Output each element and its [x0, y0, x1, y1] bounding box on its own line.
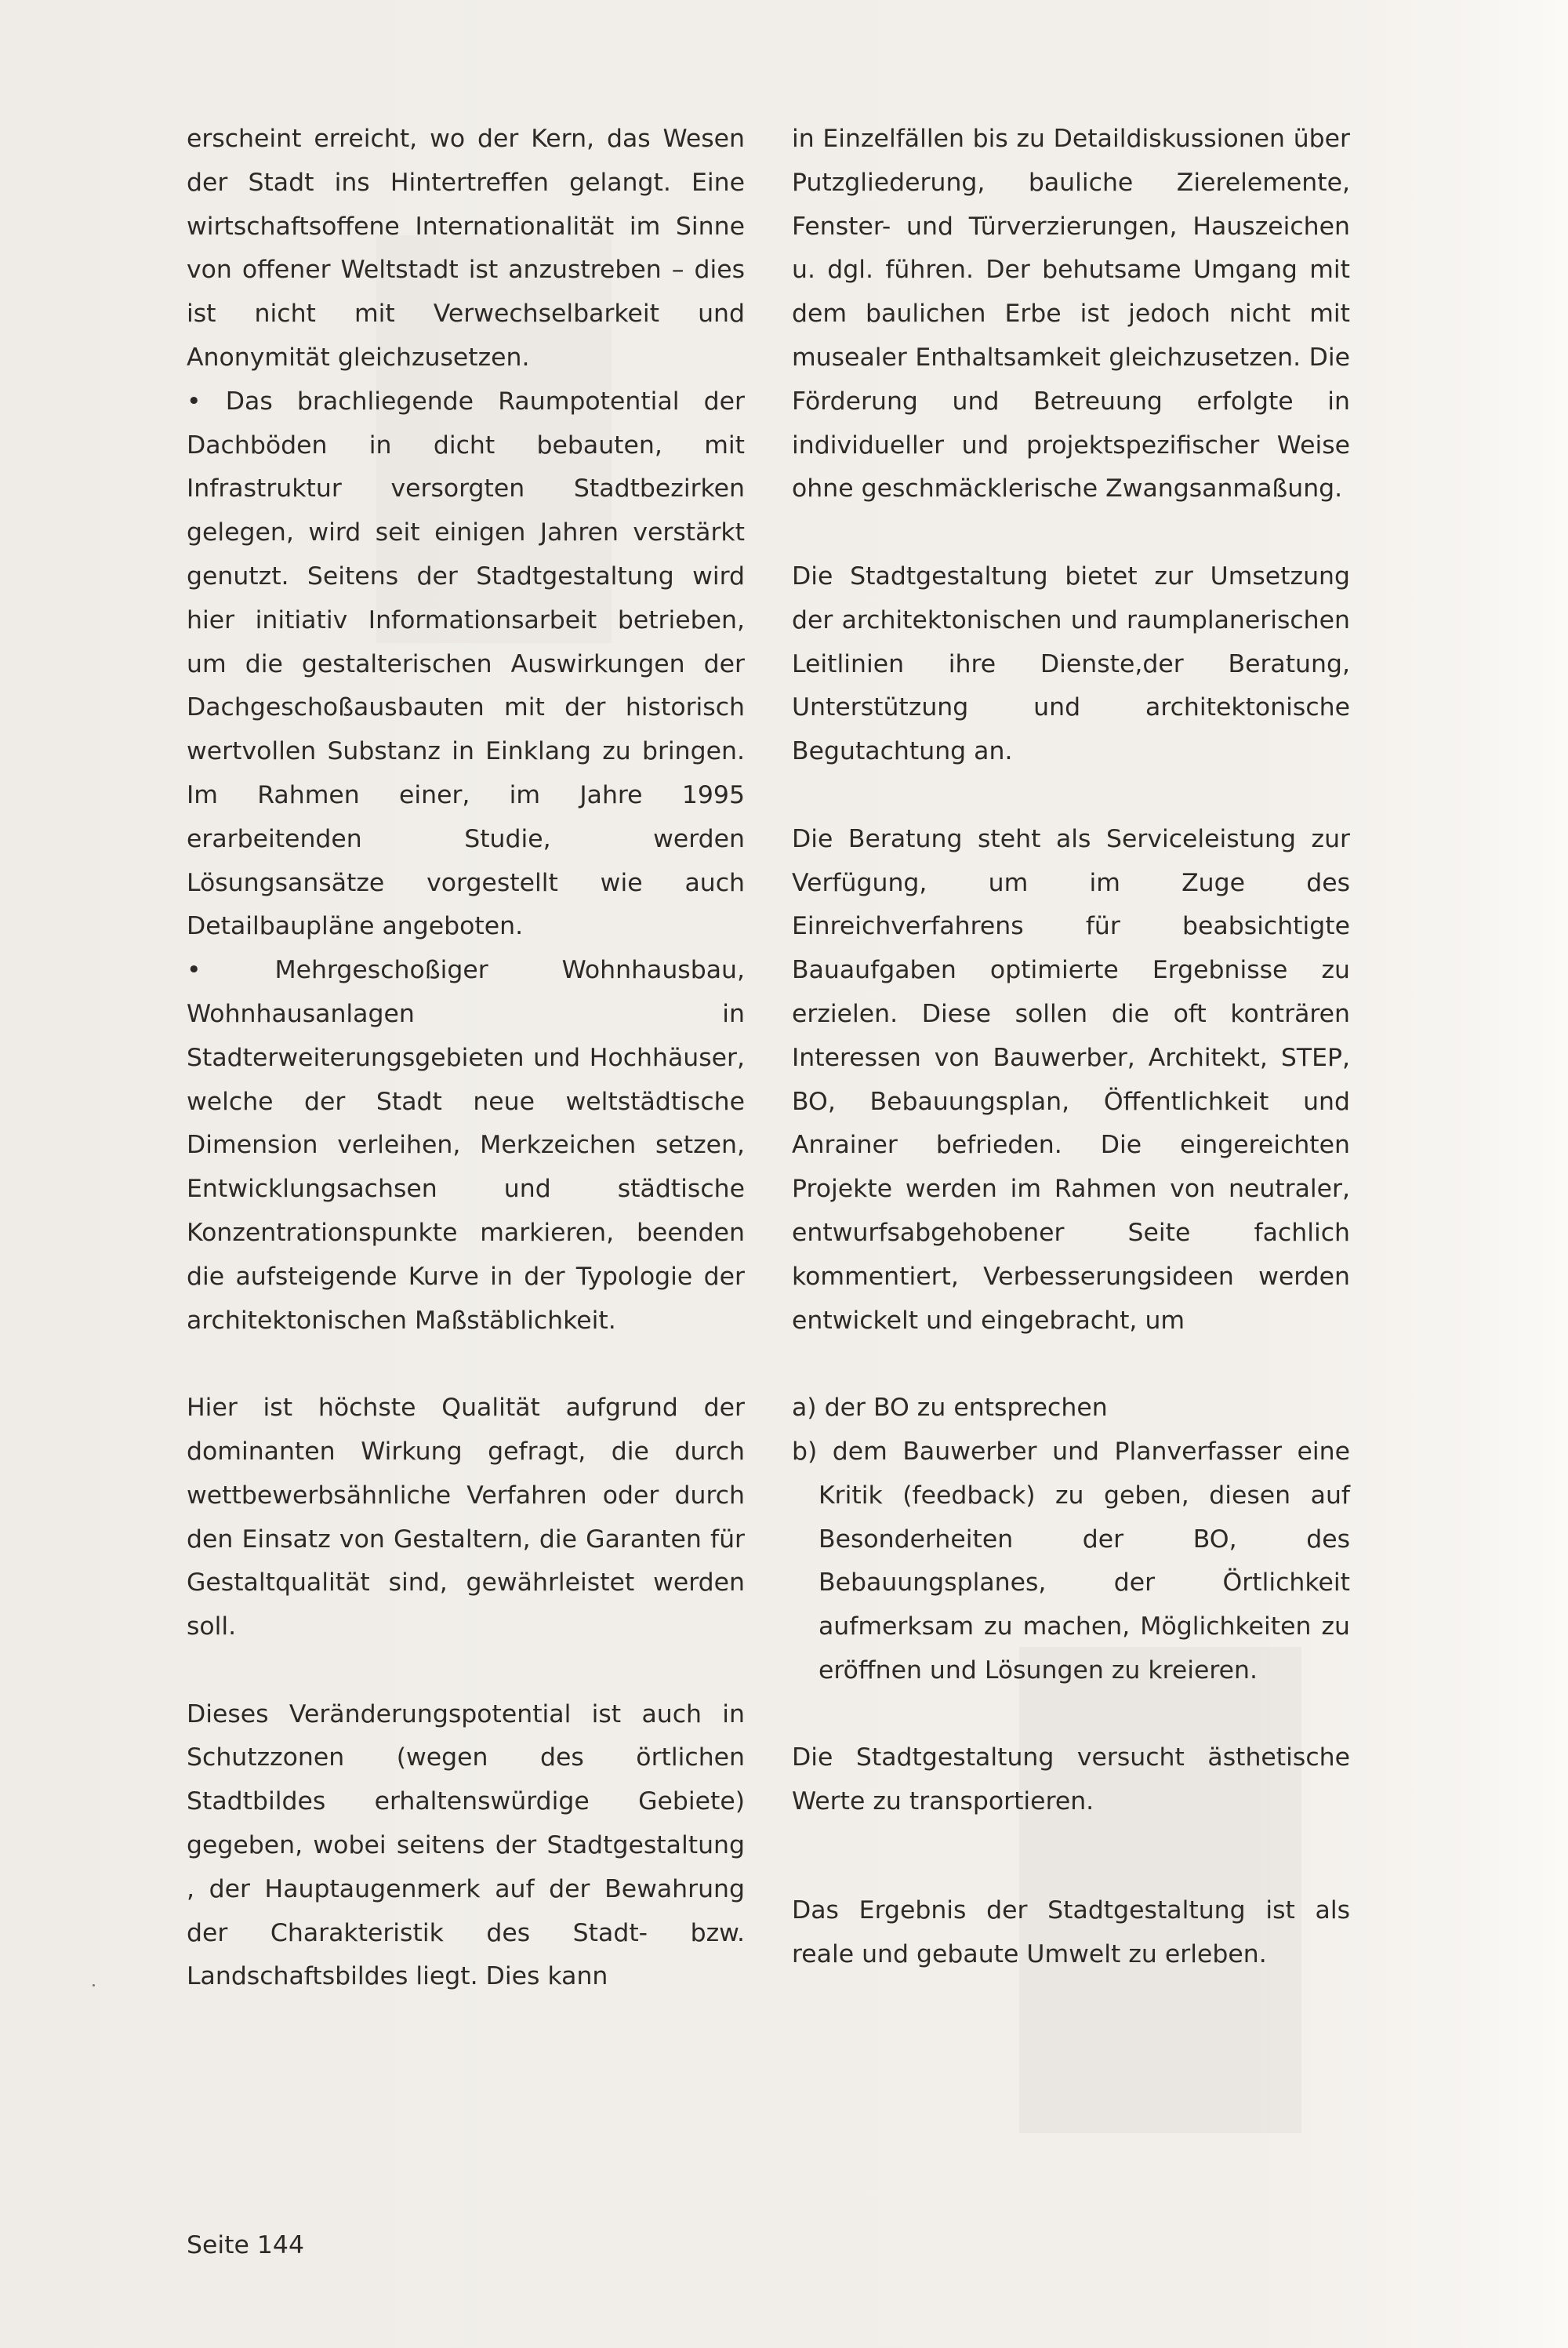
paragraph: in Einzelfällen bis zu Detaildiskussionen über Putzgliederung, bauliche Zierelemente, Fenster- und Türverzierungen, Hauszeichen u. dgl. führen. Der behutsame Umgang mit dem baulichen Erbe ist jedoch nicht mit musealer Enthaltsamkeit gleichzusetzen. Die Förderung und Betreuung erfolgte in individueller und projektspezifischer Weise ohne geschmäcklerische Zwangsanmaßung.: [792, 125, 1350, 503]
bullet-item: • Das brachliegende Raumpotential der Dachböden in dicht bebauten, mit Infrastruktur versorgten Stadtbezirken gelegen, wird seit einigen Jahren verstärkt genutzt. Seitens der Stadtgestaltung wird hier initiativ Informationsarbeit betrieben, um die gestalterischen Auswirkungen der Dachgeschoßausbauten mit der historisch wertvollen Substanz in Einklang zu bringen. Im Rahmen einer, im Jahre 1995 erarbeitenden Studie, werden Lösungsansätze vorgestellt wie auch Detailbaupläne angeboten.: [187, 380, 745, 949]
paragraph: Die Stadtgestaltung versucht ästhetische Werte zu transportieren.: [792, 1743, 1350, 1816]
scan-speck: [93, 1984, 95, 1986]
page-number: Seite 144: [187, 2231, 304, 2259]
left-column: [187, 118, 745, 1999]
paragraph: Die Stadtgestaltung bietet zur Umsetzung der architektonischen und raumplanerischen Leitlinien ihre Dienste,der Beratung, Unterstützung und architektonische Begutachtung an.: [792, 562, 1350, 766]
paragraph: erscheint erreicht, wo der Kern, das Wesen der Stadt ins Hintertreffen gelangt. Eine wirtschaftsoffene Internationalität im Sinne von offener Weltstadt ist anzustreben – dies ist nicht mit Verwechselbarkeit und Anonymität gleichzusetzen.: [187, 125, 745, 372]
list-item: b) dem Bauwerber und Planverfasser eine Kritik (feedback) zu geben, diesen auf Besonderheiten der BO, des Bebauungsplanes, der Örtlichkeit aufmerksam zu machen, Möglichkeiten zu eröffnen und Lösungen zu kreieren.: [792, 1437, 1350, 1685]
list-item: a) der BO zu entsprechen: [792, 1394, 1108, 1423]
right-column: [792, 118, 1350, 1976]
paragraph: Dieses Veränderungspotential ist auch in Schutzzonen (wegen des örtlichen Stadtbildes erhaltenswürdige Gebiete) gegeben, wobei seitens der Stadtgestaltung , der Hauptaugenmerk auf der Bewahrung der Charakteristik des Stadt- bzw. Landschaftsbildes liegt. Dies kann: [187, 1699, 745, 1991]
paragraph: Hier ist höchste Qualität aufgrund der dominanten Wirkung gefragt, die durch wettbewerbsähnliche Verfahren oder durch den Einsatz von Gestaltern, die Garanten für Gestaltqualität sind, gewährleistet werden soll.: [187, 1394, 745, 1641]
paragraph: Die Beratung steht als Serviceleistung zur Verfügung, um im Zuge des Einreichverfahrens für beabsichtigte Bauaufgaben optimierte Ergebnisse zu erzielen. Diese sollen die oft konträren Interessen von Bauwerber, Architekt, STEP, BO, Bebauungsplan, Öffentlichkeit und Anrainer befrieden. Die eingereichten Projekte werden im Rahmen von neutraler, entwurfsabgehobener Seite fachlich kommentiert, Verbesserungsideen werden entwickelt und eingebracht, um: [792, 824, 1350, 1335]
bullet-item: • Mehrgeschoßiger Wohnhausbau, Wohnhausanlagen in Stadterweiterungsgebieten und Hochhäuser, welche der Stadt neue weltstädtische Dimension verleihen, Merkzeichen setzen, Entwicklungsachsen und städtische Konzentrationspunkte markieren, beenden die aufsteigende Kurve in der Typologie der architektonischen Maßstäblichkeit.: [187, 949, 745, 1343]
paragraph: Das Ergebnis der Stadtgestaltung ist als reale und gebaute Umwelt zu erleben.: [792, 1895, 1350, 1968]
